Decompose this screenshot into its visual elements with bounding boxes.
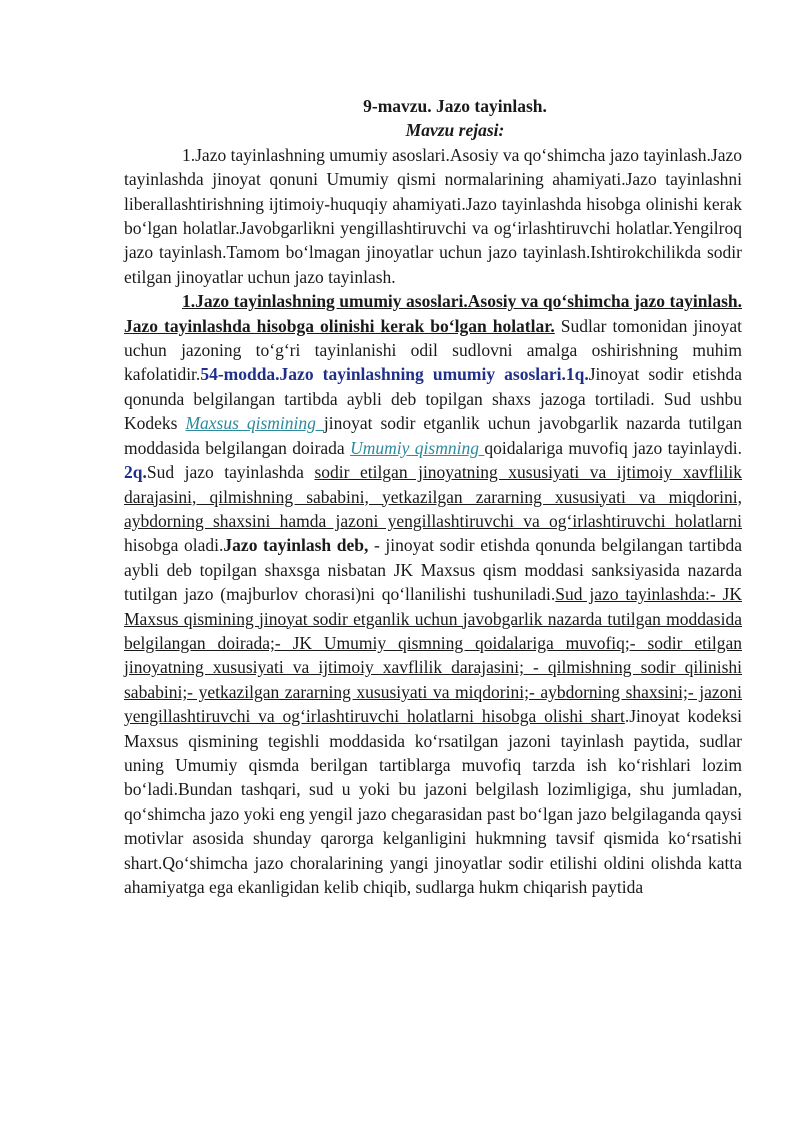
special-part-link[interactable]: Maxsus qismining: [185, 413, 324, 434]
text-run: Sud jazo tayinlashda: [146, 462, 315, 483]
plan-paragraph: 1.Jazo tayinlashning umumiy asoslari.Asosiy va qo‘shimcha jazo tayinlash.Jazo tayinlashda jinoyat qonuni Umumiy qismi normalarining ahamiyati.Jazo tayinlashni liberallashtirishning ijtimoiy-huquqiy ahamiyati.Jazo tayinlashda hisobga olinishi kerak bo‘lgan holatlar.Javobgarlikni yengillashtiruvchi va og‘irlashtiruvchi holatlar.Yengilroq jazo tayinlash.Tamom bo‘lmagan jinoyatlar uchun jazo tayinlash.Ishtirokchilikda sodir etilgan jinoyatlar uchun jazo tayinlash.: [124, 144, 742, 287]
general-part-link[interactable]: Umumiy qismning: [350, 437, 485, 458]
underlined-text: Sud jazo tayinlashda:- JK Maxsus qismining jinoyat sodir etganlik uchun javobgarlik nazarda tutilgan moddasida belgilangan doirada;- JK Umumiy qismning qoidalariga muvofiq;- sodir etilgan jinoyatning xususiyati va ijtimoiy xavflilik darajasini; - qilmishning sodir qilinishi sababini;- yetkazilgan zararning xususiyati va miqdorini;- aybdorning shaxsini;- jazoni yengillashtiruvchi va og‘irlashtiruvchi holatlarni hisobga olishi shart: [124, 584, 742, 727]
document-page: [124, 90, 742, 899]
text-run: jinoyat sodir etganlik uchun javobgarlik nazarda tutilgan moddasida belgilangan doirada: [124, 413, 742, 458]
underlined-text: sodir etilgan jinoyatning xususiyati va ijtimoiy xavflilik darajasini, qilmishning sababini, yetkazilgan zararning xususiyati va miqdorini, aybdorning shaxsini hamda jazoni yengillashtiruvchi va og‘irlashtiruvchi holatlarni: [124, 462, 743, 531]
text-run: Sudlar tomonidan jinoyat uchun jazoning to‘g‘ri tayinlanishi odil sudlovni amalga oshirishning muhim kafolatidir.: [124, 315, 742, 385]
clause-marker-1: 1q.: [565, 364, 589, 385]
text-run: - jinoyat sodir etishda qonunda belgilangan tartibda aybli deb topilgan shaxsga nisbatan JK Maxsus qism moddasi sanksiyasida nazarda tutilgan jazo (majburlov chorasi)ni qo‘llanilishi tushuniladi.: [124, 535, 743, 605]
text-run: .Jinoyat kodeksi Maxsus qismining tegishli moddasida ko‘rsatilgan jazoni tayinlash paytida, sudlar uning Umumiy qismda berilgan tartiblarga muvofiq tarzda ish ko‘rishlari lozim bo‘ladi.Bundan tashqari, sud u yoki bu jazoni belgilash lozimligiga, shu jumladan, qo‘shimcha jazo yoki eng yengil jazo chegarasidan past bo‘lgan jazo belgilaganda qaysi motivlar asosida shunday qarorga kelganligini hukmning tavsif qismida ko‘rsatishi shart.Qo‘shimcha jazo choralarining yangi jinoyatlar sodir etilishi oldini olishda katta ahamiyatga ega ekanligidan kelib chiqib, sudlarga hukm chiqarish paytida: [124, 706, 742, 897]
text-run: qoidalariga muvofiq jazo tayinlaydi.: [484, 437, 742, 458]
text-run: Jinoyat sodir etishda qonunda belgilangan tartibda aybli deb topilgan shaxs jazoga tortiladi. Sud ushbu Kodeks: [124, 364, 742, 434]
article-title: 54-modda.Jazo tayinlashning umumiy asoslari.: [200, 364, 566, 385]
body-paragraph: [124, 289, 742, 899]
text-run: hisobga oladi.: [124, 535, 224, 556]
document-title: 9-mavzu. Jazo tayinlash.: [363, 96, 547, 116]
definition-term: Jazo tayinlash deb,: [223, 535, 369, 556]
plan-subtitle: Mavzu rejasi:: [405, 120, 505, 141]
section-heading: 1.Jazo tayinlashning umumiy asoslari.Asosiy va qo‘shimcha jazo tayinlash. Jazo tayinlashda hisobga olinishi kerak bo‘lgan holatlar.: [124, 291, 742, 336]
clause-marker-2: 2q.: [124, 462, 147, 483]
